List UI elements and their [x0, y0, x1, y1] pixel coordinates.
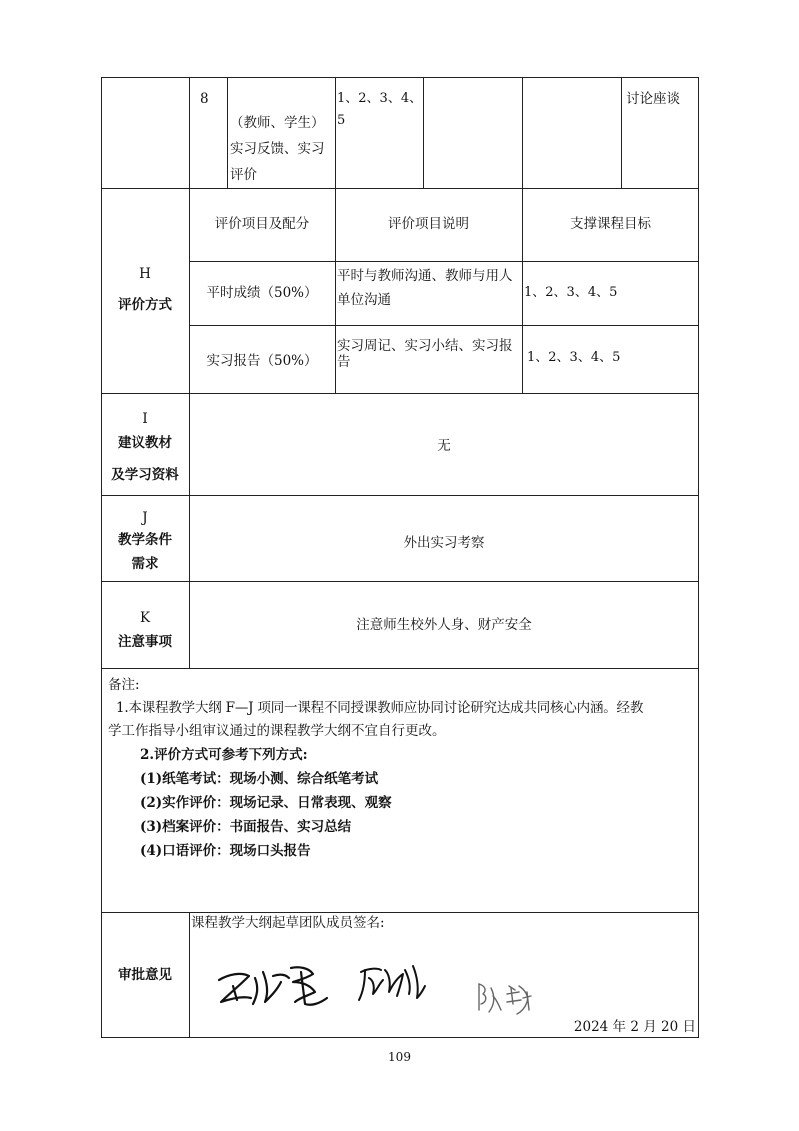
notes-method: (1)纸笔考试：现场小测、综合纸笔考试 [140, 771, 379, 787]
section-h-title: 评价方式 [118, 297, 172, 313]
header-objectives: 支撑课程目标 [570, 216, 651, 232]
notes-method: (3)档案评价：书面报告、实习总结 [140, 819, 352, 835]
approval-date: 2024 年 2 月 20 日 [573, 1019, 696, 1035]
signature-1 [215, 958, 333, 1010]
section-k-title: 注意事项 [118, 634, 172, 650]
section-j-title: 需求 [131, 556, 159, 572]
row-content: （教师、学生）实习反馈、实习评价 [230, 115, 325, 183]
row-objectives: 1、2、3、4、5 [337, 91, 423, 128]
signature-prompt: 课程教学大纲起草团队成员签名: [191, 915, 385, 931]
notes-item1-line1: 1.本课程教学大纲 F—J 项同一课程不同授课教师应协同讨论研究达成共同核心内涵。经教 [116, 700, 644, 716]
section-h-letter: H [139, 266, 151, 282]
eval-description: 平时与教师沟通、教师与用人单位沟通 [337, 268, 513, 308]
section-i-title: 建议教材 [118, 435, 172, 451]
section-k-letter: K [139, 610, 151, 626]
section-j-title: 教学条件 [118, 532, 172, 548]
section-j-letter: J [142, 510, 148, 526]
eval-item: 平时成绩（50%） [206, 285, 318, 301]
column-divider [335, 77, 336, 393]
header-description: 评价项目说明 [388, 216, 469, 232]
approval-label: 审批意见 [118, 967, 172, 983]
notes-item1-line2: 学工作指导小组审议通过的课程教学大纲不宜自行更改。 [108, 723, 446, 739]
notes-method: (4)口语评价：现场口头报告 [140, 843, 311, 859]
section-k-content: 注意师生校外人身、财产安全 [356, 617, 532, 633]
notes-heading: 备注: [108, 677, 140, 693]
column-divider [189, 912, 190, 1038]
section-i-content: 无 [437, 438, 451, 454]
column-divider [227, 77, 228, 188]
section-i-letter: I [142, 411, 148, 427]
table-border-top [101, 77, 699, 78]
signature-3 [475, 980, 537, 1016]
row-divider [189, 325, 699, 326]
row-number: 8 [200, 91, 209, 107]
section-j-content: 外出实习考察 [403, 535, 485, 551]
header-item: 评价项目及配分 [214, 216, 310, 232]
row-divider [101, 668, 699, 669]
eval-description: 实习周记、实习小结、实习报告 [337, 338, 513, 370]
page-number: 109 [388, 1050, 411, 1064]
row-divider [101, 495, 699, 496]
column-divider [189, 77, 190, 668]
notes-item2: 2.评价方式可参考下列方式: [140, 747, 308, 763]
row-divider [101, 188, 699, 189]
eval-item: 实习报告（50%） [206, 353, 318, 369]
row-divider [189, 261, 699, 262]
notes-method: (2)实作评价：现场记录、日常表现、观察 [140, 795, 392, 811]
row-method: 讨论座谈 [626, 91, 680, 107]
row-divider [101, 581, 699, 582]
eval-objectives: 1、2、3、4、5 [524, 285, 618, 300]
signature-2 [357, 960, 427, 1004]
eval-objectives: 1、2、3、4、5 [527, 350, 621, 365]
row-divider [101, 393, 699, 394]
column-divider [621, 77, 622, 188]
section-i-title: 及学习资料 [111, 467, 179, 483]
